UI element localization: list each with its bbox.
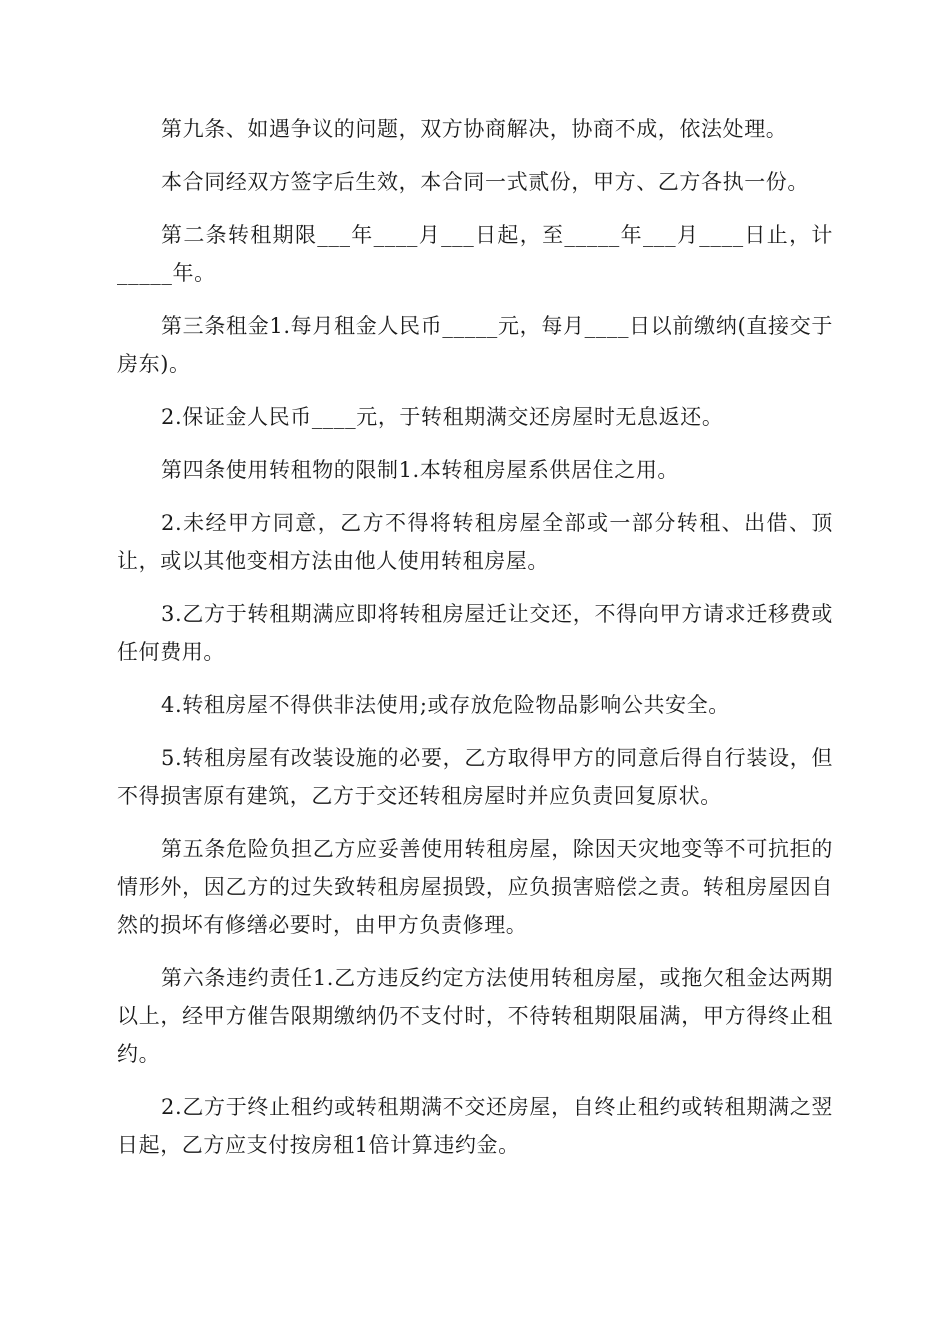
- clause-4-item-4: 4.转租房屋不得供非法使用;或存放危险物品影响公共安全。: [161, 693, 730, 717]
- clause-4-item-5: 5.转租房屋有改装设施的必要，乙方取得甲方的同意后得自行装设，但不得损害原有建筑，乙方于交还转租房屋时并应负责回复原状。: [117, 746, 833, 808]
- clause-4-usage: 第四条使用转租物的限制1.本转租房屋系供居住之用。: [161, 458, 680, 482]
- document-body: [117, 110, 833, 1179]
- clause-2-term: 第二条转租期限___年____月___日起，至_____年___月____日止，计_____年。: [117, 223, 833, 285]
- clause-6-item-2: 2.乙方于终止租约或转租期满不交还房屋，自终止租约或转租期满之翌日起，乙方应支付按房租1倍计算违约金。: [117, 1095, 833, 1157]
- clause-6-breach: 第六条违约责任1.乙方违反约定方法使用转租房屋，或拖欠租金达两期以上，经甲方催告限期缴纳仍不支付时，不待转租期限届满，甲方得终止租约。: [117, 966, 833, 1066]
- clause-5-risk: 第五条危险负担乙方应妥善使用转租房屋，除因天灾地变等不可抗拒的情形外，因乙方的过失致转租房屋损毁，应负损害赔偿之责。转租房屋因自然的损坏有修缮必要时，由甲方负责修理。: [117, 837, 833, 937]
- clause-4-item-3: 3.乙方于转租期满应即将转租房屋迁让交还，不得向甲方请求迁移费或任何费用。: [117, 602, 833, 664]
- clause-3-deposit: 2.保证金人民币____元，于转租期满交还房屋时无息返还。: [161, 405, 724, 429]
- contract-effective: 本合同经双方签字后生效，本合同一式贰份，甲方、乙方各执一份。: [161, 170, 809, 194]
- clause-3-rent: 第三条租金1.每月租金人民币_____元，每月____日以前缴纳(直接交于房东)。: [117, 314, 833, 376]
- clause-9-dispute: 第九条、如遇争议的问题，双方协商解决，协商不成，依法处理。: [161, 117, 788, 141]
- clause-4-item-2: 2.未经甲方同意，乙方不得将转租房屋全部或一部分转租、出借、顶让，或以其他变相方法由他人使用转租房屋。: [117, 511, 833, 573]
